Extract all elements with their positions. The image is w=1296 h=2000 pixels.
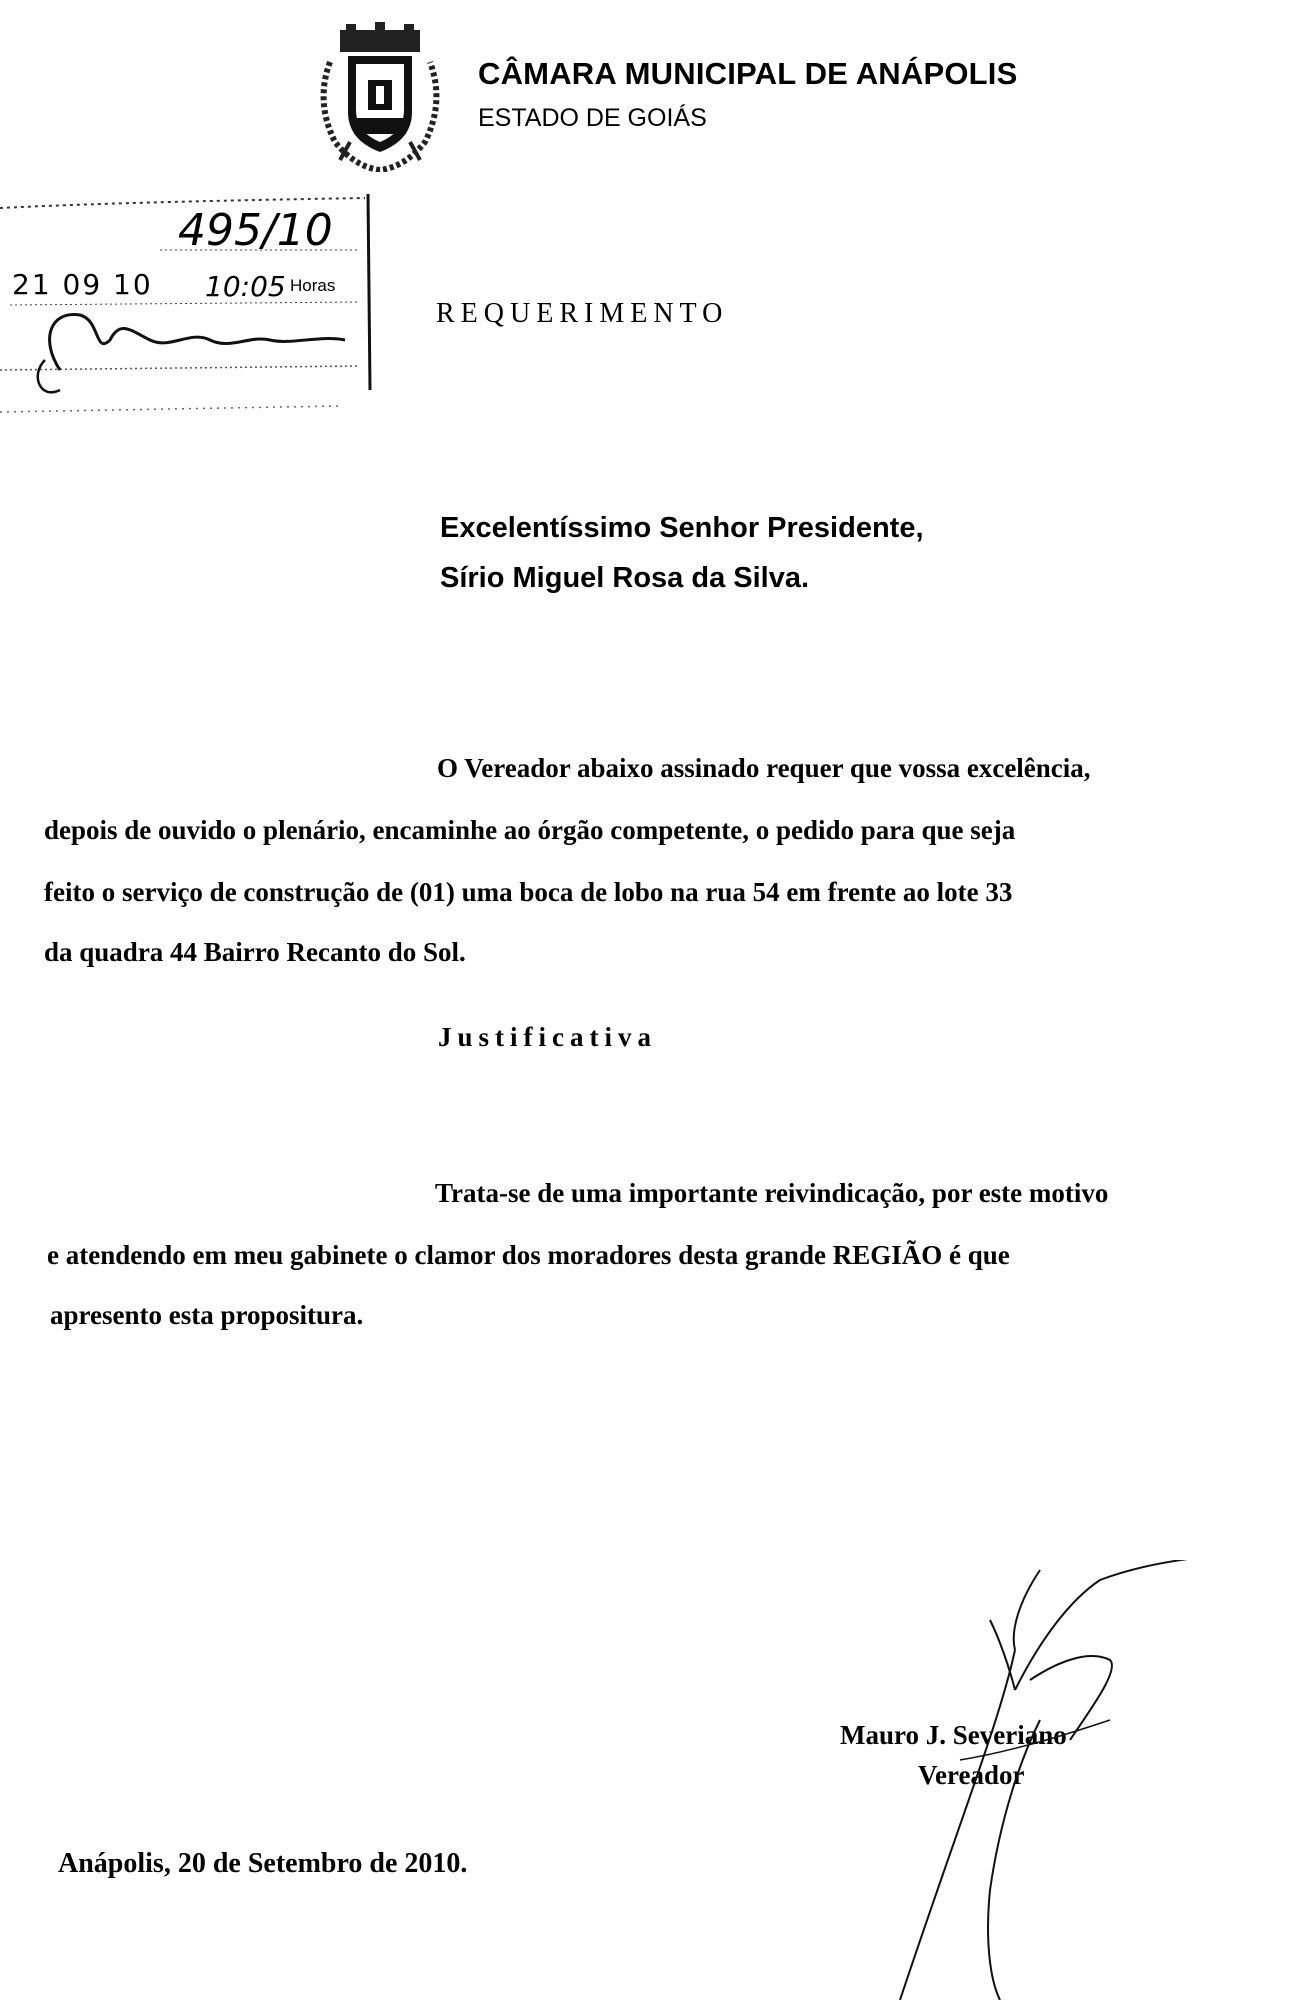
justification-line-2: e atendendo em meu gabinete o clamor dos moradores desta grande REGIÃO é que (47, 1240, 1010, 1270)
organization-state: ESTADO DE GOIÁS (478, 104, 707, 132)
justification-line-1: Trata-se de uma importante reivindicação, por este motivo (435, 1178, 1109, 1208)
protocol-horas-label: Horas (290, 276, 336, 295)
request-line-2: depois de ouvido o plenário, encaminhe ao órgão competente, o pedido para que seja (44, 815, 1016, 845)
protocol-number: 495/10 (178, 205, 333, 256)
justification-heading: Justificativa (438, 1022, 657, 1052)
place-and-date: Anápolis, 20 de Setembro de 2010. (58, 1848, 468, 1879)
salutation (440, 503, 924, 603)
salutation-line-1: Excelentíssimo Senhor Presidente, (440, 512, 924, 544)
protocol-time: 10:05 (205, 270, 286, 303)
request-line-3: feito o serviço de construção de (01) uma boca de lobo na rua 54 em frente ao lote 33 (44, 877, 1013, 907)
salutation-line-2: Sírio Miguel Rosa da Silva. (440, 562, 810, 594)
handwritten-signature (840, 1560, 1220, 2000)
request-line-4: da quadra 44 Bairro Recanto do Sol. (44, 937, 466, 967)
protocol-date: 21 09 10 (12, 268, 153, 301)
request-line-1: O Vereador abaixo assinado requer que vossa excelência, (437, 753, 1091, 783)
municipal-crest-icon (310, 22, 450, 172)
signer-role: Vereador (918, 1760, 1025, 1790)
justification-line-3: apresento esta propositura. (50, 1300, 364, 1330)
document-title: REQUERIMENTO (436, 298, 729, 329)
organization-name: CÂMARA MUNICIPAL DE ANÁPOLIS (478, 56, 1018, 91)
signer-name: Mauro J. Severiano (840, 1720, 1067, 1750)
